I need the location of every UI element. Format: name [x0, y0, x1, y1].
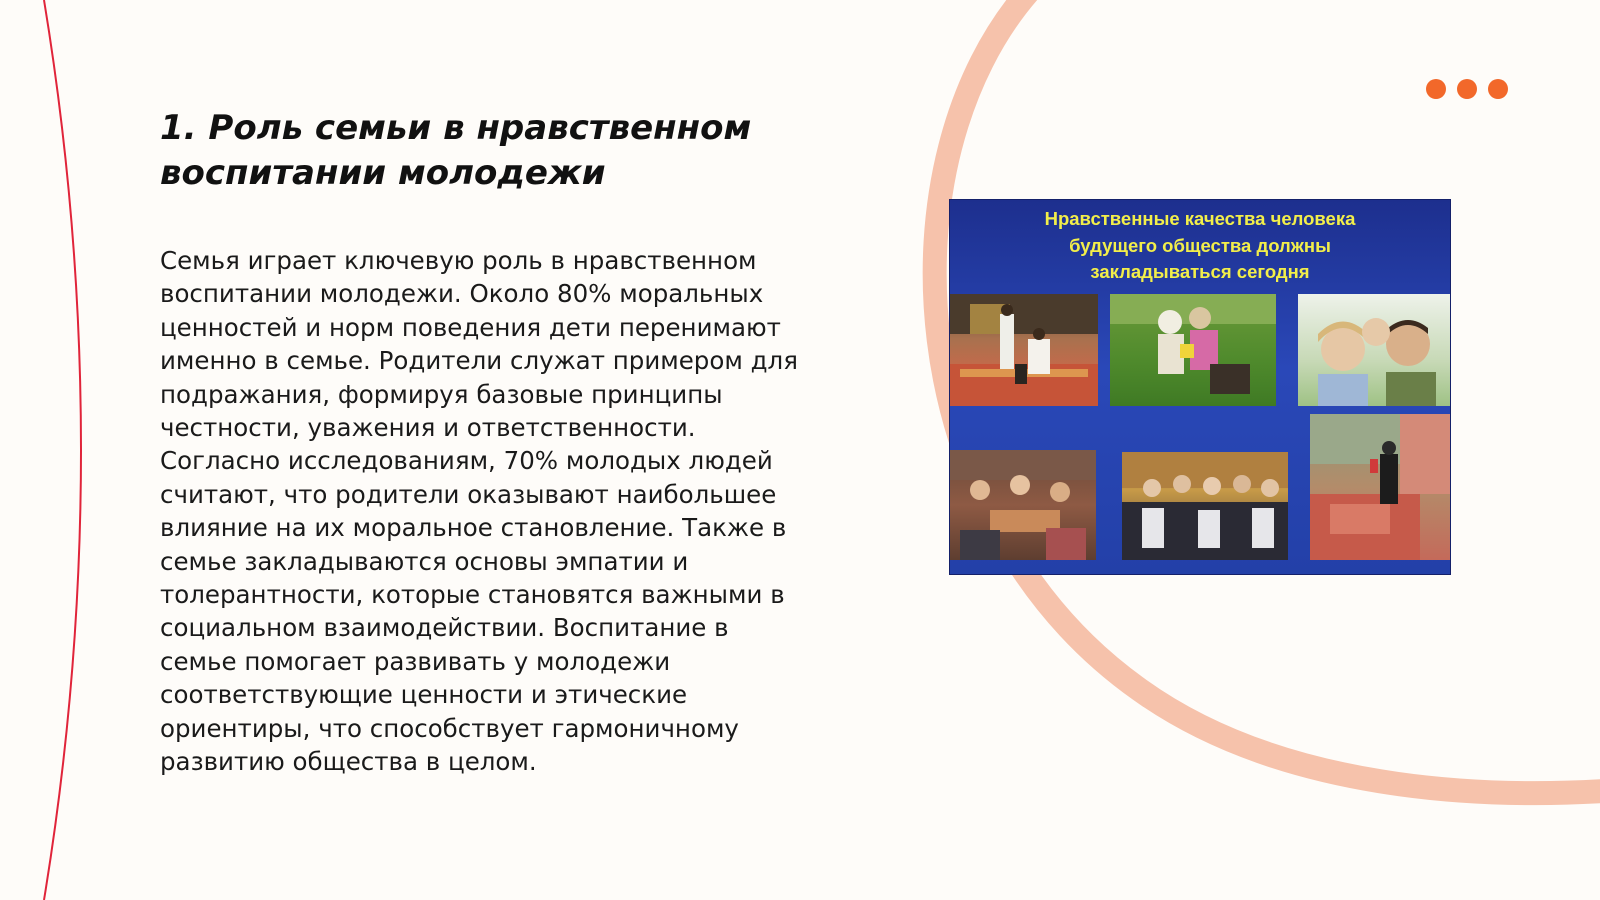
body-line: именно в семье. Родители служат примером для [160, 346, 798, 376]
left-arc-line [44, 0, 81, 900]
body-line: Согласно исследованиям, 70% молодых людей [160, 446, 773, 476]
collage-caption [950, 206, 1450, 286]
body-line: Семья играет ключевую роль в нравственном [160, 246, 757, 275]
photo-group-veterans [1122, 452, 1288, 560]
body-line: ориентиры, что способствует гармоничному [160, 713, 739, 743]
body-line: семье помогает развивать у молодежи [160, 646, 671, 676]
three-dots-icon [1426, 79, 1508, 99]
body-line: подражания, формируя базовые принципы [160, 379, 723, 409]
slide-title-line: воспитании молодежи [160, 153, 606, 193]
collage-image [950, 200, 1450, 574]
photo-karate-gym [950, 294, 1098, 406]
collage-caption-line: Нравственные качества человека [1044, 208, 1356, 229]
body-line: толерантности, которые становятся важными в [160, 580, 785, 610]
slide-title-line: 1. Роль семьи в нравственном [160, 108, 752, 148]
dot-icon [1457, 79, 1477, 99]
photo-family-smiling [1298, 294, 1450, 406]
body-line: считают, что родители оказывают наибольшее [160, 479, 777, 509]
collage-caption-line: будущего общества должны [1069, 234, 1331, 256]
collage-caption-line: закладываться сегодня [1090, 261, 1310, 282]
body-line: соответствующие ценности и этические [160, 680, 688, 710]
photo-children-meadow [1110, 294, 1276, 406]
photo-memorial-monument [1310, 414, 1450, 560]
dot-icon [1426, 79, 1446, 99]
dot-icon [1488, 79, 1508, 99]
slide-body-text [160, 244, 840, 779]
body-line: семье закладываются основы эмпатии и [160, 546, 689, 576]
slide-title [160, 106, 860, 196]
body-line: влияние на их моральное становление. Также в [160, 513, 787, 543]
body-line: развитию общества в целом. [160, 747, 537, 777]
body-line: ценностей и норм поведения дети перенимают [160, 312, 781, 342]
body-line: воспитании молодежи. Около 80% моральных [160, 279, 764, 309]
photo-children-classroom [950, 450, 1096, 560]
body-line: честности, уважения и ответственности. [160, 413, 696, 443]
body-line: социальном взаимодействии. Воспитание в [160, 613, 729, 643]
